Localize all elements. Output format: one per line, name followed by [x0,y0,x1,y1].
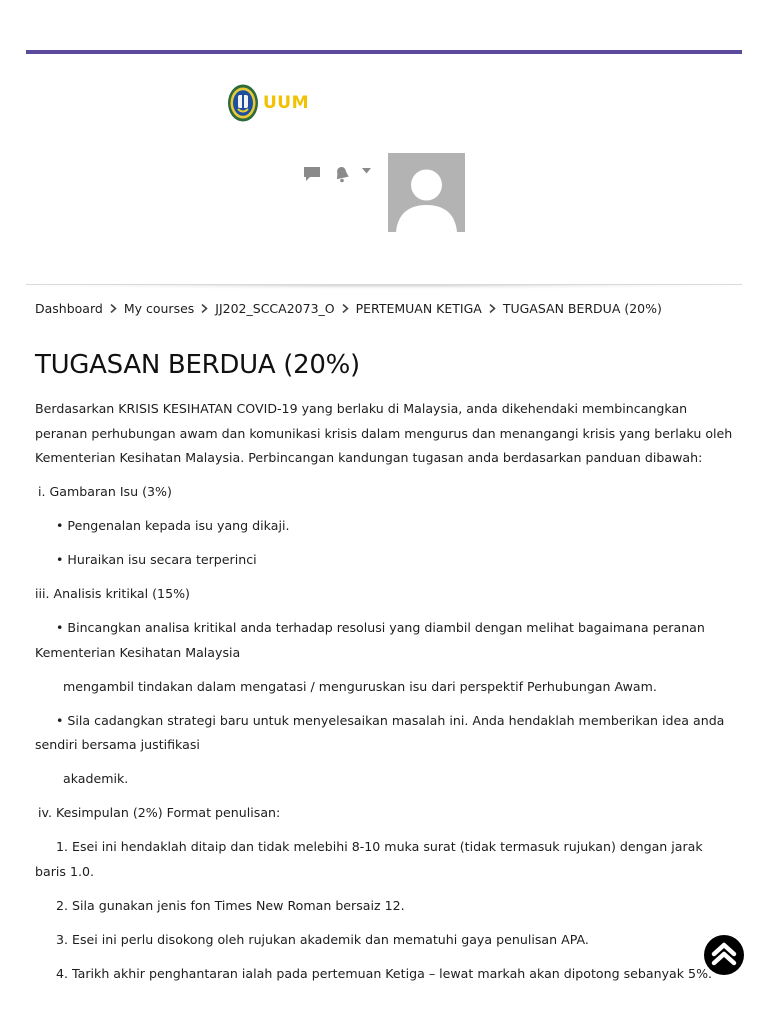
user-menu-caret-icon[interactable] [362,168,371,174]
uum-seal-icon [227,83,259,123]
chevron-right-icon [110,304,117,313]
intro-paragraph: Berdasarkan KRISIS KESIHATAN COVID-19 yang berlaku di Malaysia, anda dikehendaki membincangkan peranan perhubungan awam dan komunikasi krisis dalam mengurus dan menangangi krisis yang berlaku oleh Kementerian Kesihatan Malaysia. Perbincangan kandungan tugasan anda berdasarkan panduan dibawah: [35,401,733,465]
user-avatar[interactable] [388,153,465,232]
breadcrumb-my-courses[interactable]: My courses [123,301,195,316]
bullet-item: • Sila cadangkan strategi baru untuk menyelesaikan masalah ini. Anda hendaklah memberikan idea anda sendiri bersama justifikasi [35,712,725,752]
chevron-right-icon [342,304,349,313]
breadcrumb [35,301,662,316]
breadcrumb-course[interactable]: JJ202_SCCA2073_O [215,301,335,316]
top-accent-bar [26,50,742,54]
breadcrumb-section[interactable]: PERTEMUAN KETIGA [355,301,482,316]
back-to-top-button[interactable] [704,935,744,975]
assignment-description [35,397,735,996]
section-heading: iv. Kesimpulan (2%) Format penulisan: [38,805,281,820]
chevron-right-icon [201,304,208,313]
logo-text: UUM [263,93,310,113]
bullet-item: • Bincangkan analisa kritikal anda terhadap resolusi yang diambil dengan melihat bagaimana peranan Kementerian Kesihatan Malaysia [35,620,705,660]
format-item: 4. Tarikh akhir penghantaran ialah pada pertemuan Ketiga – lewat markah akan dipotong sebanyak 5%. [56,965,713,981]
user-avatar-icon [388,153,465,232]
site-logo[interactable] [227,83,309,123]
section-heading: i. Gambaran Isu (3%) [38,484,172,499]
header-separator [26,284,742,294]
message-icon[interactable] [303,166,321,182]
bullet-item: • Huraikan isu secara terperinci [56,552,257,567]
page-title: TUGASAN BERDUA (20%) [35,350,360,380]
chevron-right-icon [489,304,496,313]
breadcrumb-dashboard[interactable]: Dashboard [35,301,103,316]
format-item: 3. Esei ini perlu disokong oleh rujukan akademik dan mematuhi gaya penulisan APA. [56,931,589,947]
bullet-item: • Pengenalan kepada isu yang dikaji. [56,518,290,533]
user-navigation [303,165,371,183]
notification-bell-icon[interactable] [334,165,350,183]
section-heading: iii. Analisis kritikal (15%) [35,586,190,601]
bullet-continuation: akademik. [63,771,129,786]
bullet-continuation: mengambil tindakan dalam mengatasi / menguruskan isu dari perspektif Perhubungan Awam. [63,678,657,694]
breadcrumb-current[interactable]: TUGASAN BERDUA (20%) [502,301,662,316]
format-item: 1. Esei ini hendaklah ditaip dan tidak melebihi 8-10 muka surat (tidak termasuk rujukan) dengan jarak baris 1.0. [35,839,703,879]
format-item: 2. Sila gunakan jenis fon Times New Roman bersaiz 12. [56,897,405,913]
